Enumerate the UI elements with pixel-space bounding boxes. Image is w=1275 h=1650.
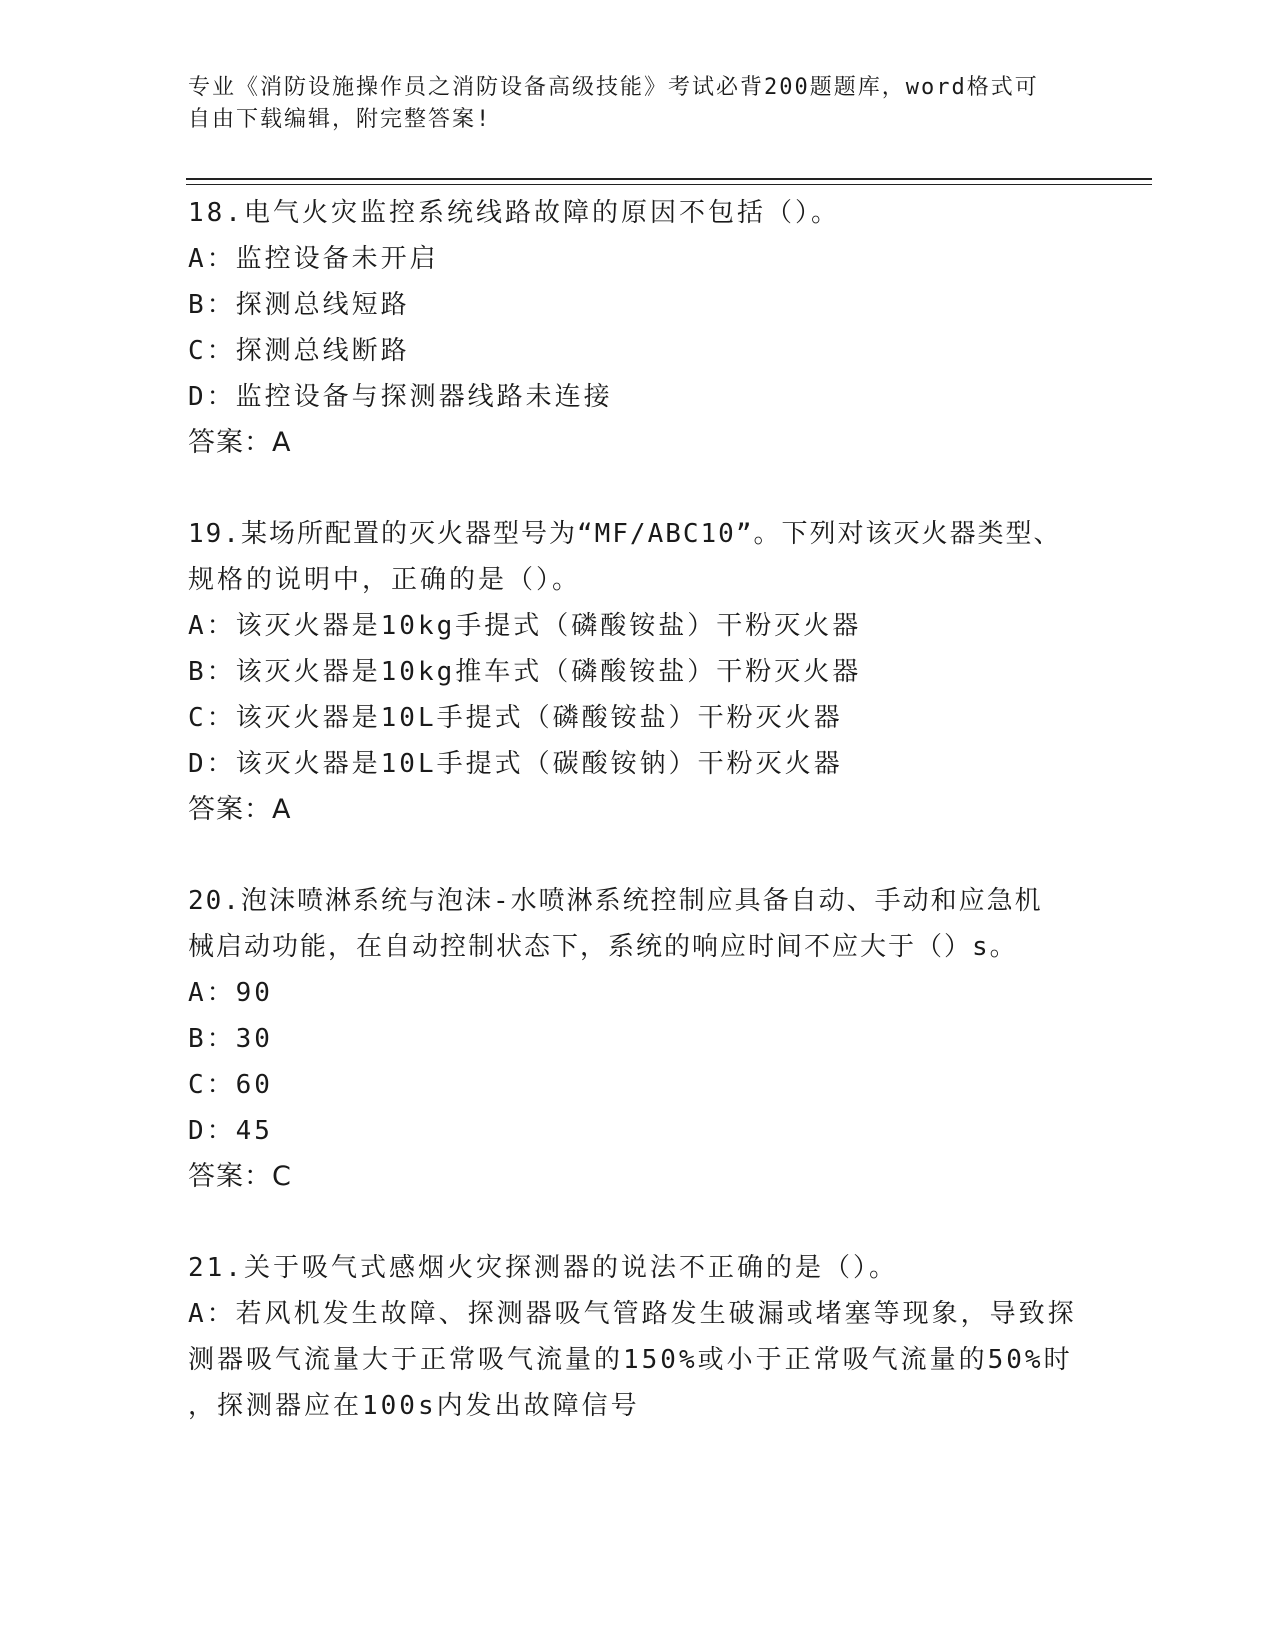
question-stem: 18.电气火灾监控系统线路故障的原因不包括（）。	[188, 198, 840, 228]
option-a: A：若风机发生故障、探测器吸气管路发生破漏或堵塞等现象，导致探	[188, 1299, 1077, 1329]
question-stem: 19.某场所配置的灭火器型号为“MF/ABC10”。下列对该灭火器类型、	[188, 519, 1062, 549]
header-divider-thick	[186, 178, 1152, 180]
option-a: A：监控设备未开启	[188, 244, 439, 274]
option-d: D：监控设备与探测器线路未连接	[188, 382, 613, 412]
option-b: B：该灭火器是10kg推车式（磷酸铵盐）干粉灭火器	[188, 657, 862, 687]
answer-label: 答案：A	[188, 427, 292, 458]
document-header	[188, 72, 1068, 136]
option-d: D：该灭火器是10L手提式（碳酸铵钠）干粉灭火器	[188, 749, 843, 779]
option-a: A：90	[188, 978, 273, 1008]
option-a-continued-2: ，探测器应在100s内发出故障信号	[188, 1391, 640, 1421]
option-b: B：探测总线短路	[188, 290, 410, 320]
option-b: B：30	[188, 1024, 273, 1054]
question-21	[188, 1245, 1088, 1429]
answer-label: 答案：A	[188, 794, 292, 825]
question-stem: 21.关于吸气式感烟火灾探测器的说法不正确的是（）。	[188, 1253, 898, 1283]
header-line-2: 自由下载编辑，附完整答案!	[188, 107, 492, 132]
option-a-continued: 测器吸气流量大于正常吸气流量的150%或小于正常吸气流量的50%时	[188, 1345, 1073, 1375]
header-divider-thin	[186, 184, 1152, 185]
question-stem: 20.泡沫喷淋系统与泡沫-水喷淋系统控制应具备自动、手动和应急机	[188, 886, 1043, 916]
option-c: C：60	[188, 1070, 273, 1100]
option-c: C：该灭火器是10L手提式（磷酸铵盐）干粉灭火器	[188, 703, 843, 733]
question-list	[188, 190, 1088, 1474]
answer-label: 答案：C	[188, 1161, 292, 1192]
question-stem-continued: 械启动功能，在自动控制状态下，系统的响应时间不应大于（）s。	[188, 932, 1018, 962]
question-stem-continued: 规格的说明中，正确的是（）。	[188, 565, 582, 595]
option-d: D：45	[188, 1116, 273, 1146]
header-line-1: 专业《消防设施操作员之消防设备高级技能》考试必背200题题库，word格式可	[188, 75, 1039, 100]
option-c: C：探测总线断路	[188, 336, 410, 366]
option-a: A：该灭火器是10kg手提式（磷酸铵盐）干粉灭火器	[188, 611, 862, 641]
question-19	[188, 511, 1088, 833]
question-20	[188, 878, 1088, 1200]
question-18	[188, 190, 1088, 466]
